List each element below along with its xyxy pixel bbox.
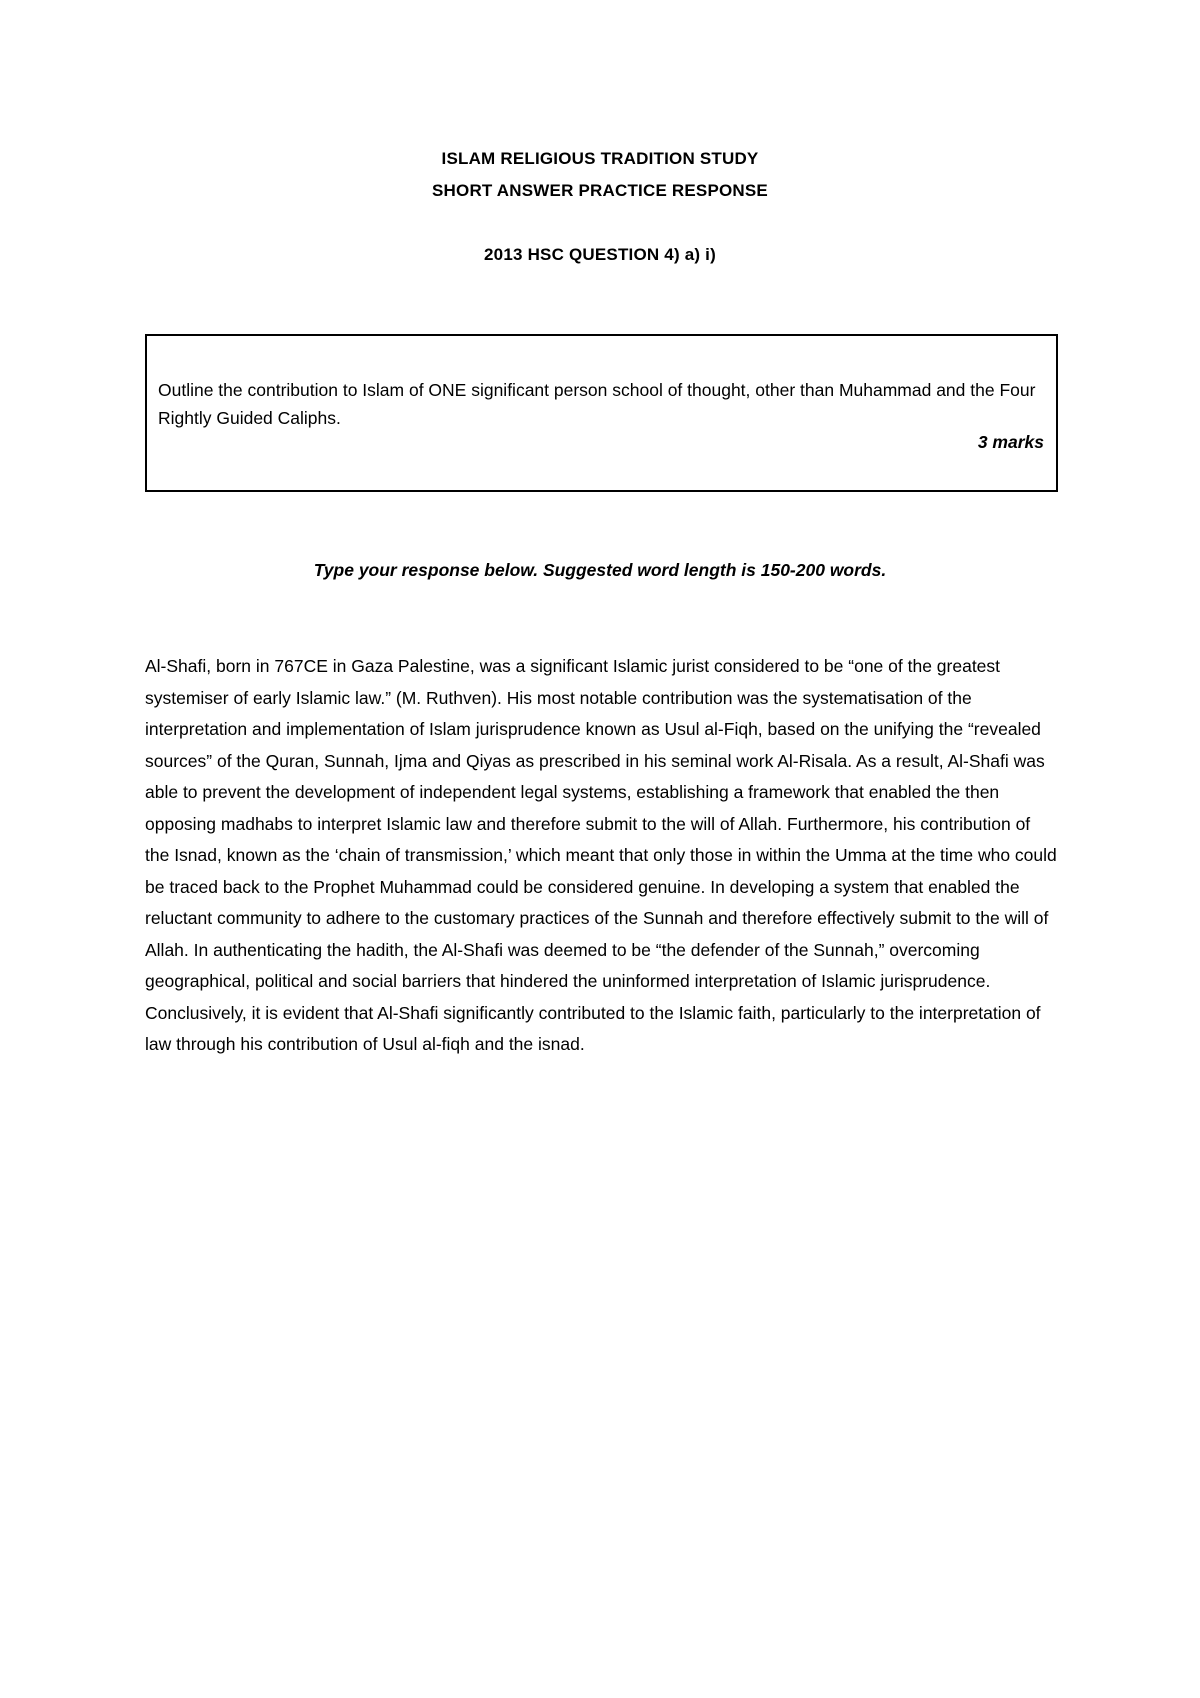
question-reference: 2013 HSC QUESTION 4) a) i) <box>484 245 716 264</box>
question-text: Outline the contribution to Islam of ONE significant person school of thought, other than Muhammad and the Four Rightly Guided Caliphs. <box>158 380 1036 428</box>
document-title: ISLAM RELIGIOUS TRADITION STUDY <box>441 149 759 168</box>
response-instruction: Type your response below. Suggested word length is 150-200 words. <box>313 560 887 580</box>
response-text: Al-Shafi, born in 767CE in Gaza Palestine, was a significant Islamic jurist considered to be “one of the greatest systemiser of early Islamic law.” (M. Ruthven). His most notable contribution was the systematisation of the interpretation and implementation of Islam jurisprudence known as Usul al-Fiqh, based on the unifying the “revealed sources” of the Quran, Sunnah, Ijma and Qiyas as prescribed in his seminal work Al-Risala. As a result, Al-Shafi was able to prevent the development of independent legal systems, establishing a framework that enabled the then opposing madhabs to interpret Islamic law and therefore submit to the will of Allah. Furthermore, his contribution of the Isnad, known as the ‘chain of transmission,’ which meant that only those in within the Umma at the time who could be traced back to the Prophet Muhammad could be considered genuine. In developing a system that enabled the reluctant community to adhere to the customary practices of the Sunnah and therefore effectively submit to the will of Allah. In authenticating the hadith, the Al-Shafi was deemed to be “the defender of the Sunnah,” overcoming geographical, political and social barriers that hindered the uninformed interpretation of Islamic jurisprudence. Conclusively, it is evident that Al-Shafi significantly contributed to the Islamic faith, particularly to the interpretation of law through his contribution of Usul al-fiqh and the isnad. <box>145 656 1057 1054</box>
document-subtitle: SHORT ANSWER PRACTICE RESPONSE <box>432 181 768 200</box>
question-box <box>145 334 1058 492</box>
question-marks: 3 marks <box>977 432 1044 452</box>
